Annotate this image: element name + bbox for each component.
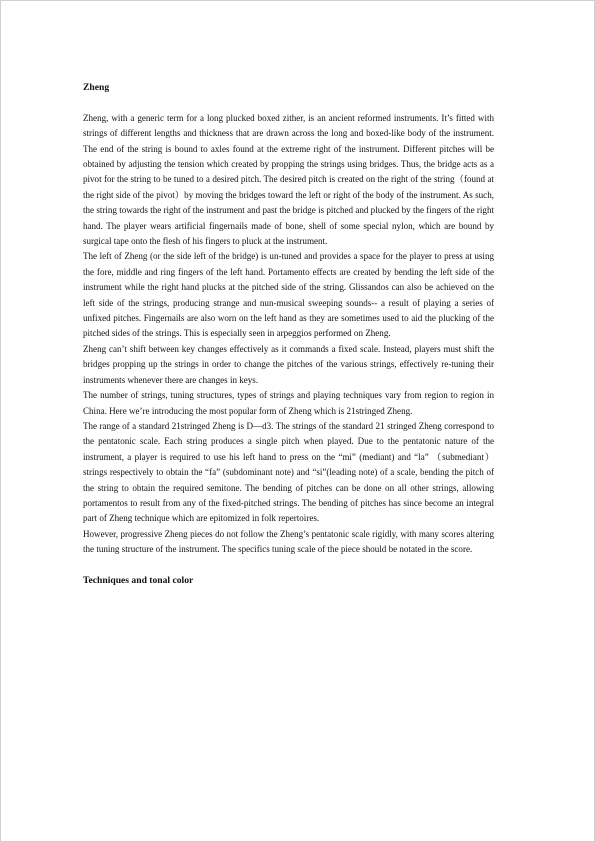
paragraph-progressive: However, progressive Zheng pieces do not follow the Zheng’s pentatonic scale rigidly, with many scores altering the tuning structure of the instrument. The specifics tuning scale of the piece should be notated in the score. xyxy=(83,528,494,555)
paragraph-strings: The number of strings, tuning structures, types of strings and playing techniques vary from region to region in China. Here we’re introducing the most popular form of Zheng which is 21stringed Zheng. xyxy=(83,390,494,416)
section-subheading: Techniques and tonal color xyxy=(83,574,194,586)
paragraph-left-side: The left of Zheng (or the side left of the bridge) is un-tuned and provides a space for the player to press at using the fore, middle and ring fingers of the left hand. Portamento effects are created by bending the left side of the instrument while the right hand plucks at the pitched side of the string. Glissandos can also be achieved on the left side of the strings, producing strange and nun-musical sweeping sounds-- a result of playing a series of unfixed pitches. Fingernails are also worn on the left hand as they are sometimes used to aid the plucking of the pitched sides of the strings. This is especially seen in arpeggios performed on Zheng. xyxy=(83,251,494,339)
document-title: Zheng xyxy=(83,82,110,93)
blank-line xyxy=(83,95,494,110)
paragraph-construction: Zheng, with a generic term for a long plucked boxed zither, is an ancient reformed instruments. It’s fitted with strings of different lengths and thickness that are drawn across the long and boxed-like body of the instrument. The end of the string is bound to axles found at the extreme right of the instrument. Different pitches will be obtained by adjusting the tension which created by propping the strings using bridges. Thus, the bridge acts as a pivot for the string to be tuned to a desired pitch. The desired pitch is created on the right of the string（found at the right side of the pivot）by moving the bridges toward the left or right of the body of the instrument. As such, the string towards the right of the instrument and past the bridge is pitched and plucked by the fingers of the right hand. The player wears artificial fingernails made of bone, shell of some special nylon, which are bound by surgical tape onto the flesh of his fingers to pluck at the instrument. xyxy=(83,112,494,247)
paragraph-range: The range of a standard 21stringed Zheng is D—d3. The strings of the standard 21 stringed Zheng correspond to the pentatonic scale. Each string produces a single pitch when played. Due to the pentatonic nature of the instrument, a player is required to use his left hand to press on the “mi” (mediant) and “la” （submediant） strings respectively to obtain the “fa” (subdominant note) and “si”(leading note) of a scale, bending the pitch of the string to obtain the required semitone. The bending of pitches can be done on all other strings, allowing portamentos to result from any of the fixed-pitched strings. The bending of pitches has since become an integral part of Zheng technique which are epitomized in folk repertoires. xyxy=(83,420,494,524)
document-body xyxy=(83,80,494,588)
paragraph-key-changes: Zheng can’t shift between key changes effectively as it commands a fixed scale. Instead, players must shift the bridges propping up the strings in order to change the pitches of the various strings, effectively re-tuning their instruments whenever there are changes in keys. xyxy=(83,343,494,385)
blank-line xyxy=(83,558,494,573)
